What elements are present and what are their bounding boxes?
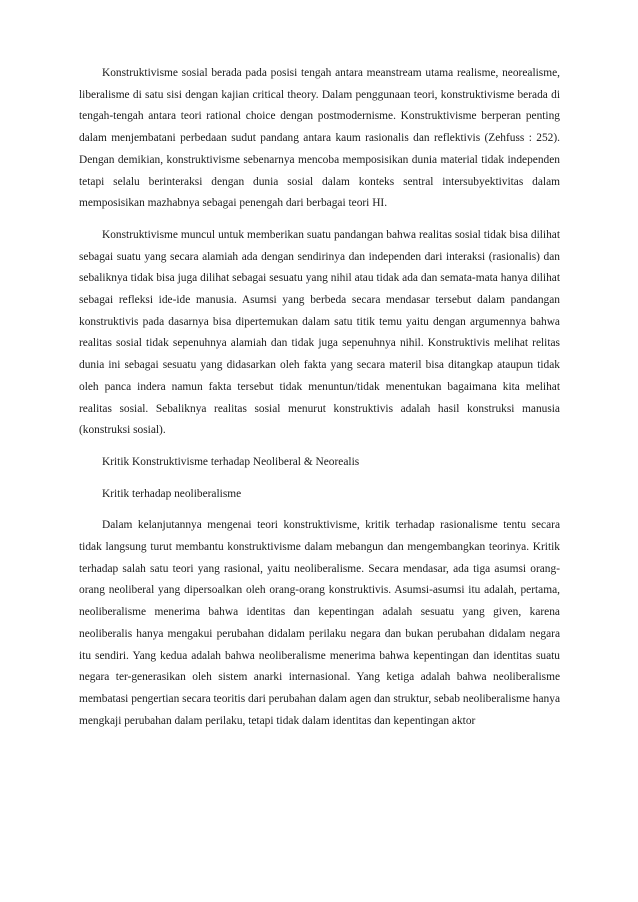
subsection-heading: Kritik terhadap neoliberalisme bbox=[102, 487, 242, 500]
body-paragraph-3: Dalam kelanjutannya mengenai teori konstruktivisme, kritik terhadap rasionalisme tentu secara tidak langsung turut membantu konstruktivisme dalam mebangun dan mengembangkan teorinya. Kritik terhadap salah satu teori yang rasional, yaitu neoliberalisme. Secara mendasar, ada tiga asumsi orang-orang neoliberal yang dipersoalkan oleh orang-orang konstruktivis. Asumsi-asumsi itu adalah, pertama, neoliberalisme menerima bahwa identitas dan kepentingan adalah sesuatu yang given, karena neoliberalis hanya mengakui perubahan didalam perilaku negara dan bukan perubahan didalam negara itu sendiri. Yang kedua adalah bahwa neoliberalisme menerima bahwa kepentingan dan identitas suatu negara ter-generasikan oleh sistem anarki internasional. Yang ketiga adalah bahwa neoliberalisme membatasi pengertian secara teoritis dari perubahan dalam agen dan struktur, sebab neoliberalisme hanya mengkaji perubahan dalam perilaku, tetapi tidak dalam identitas dan kepentingan aktor bbox=[79, 519, 560, 727]
body-paragraph-2: Konstruktivisme muncul untuk memberikan suatu pandangan bahwa realitas sosial tidak bisa dilihat sebagai suatu yang secara alamiah ada dengan sendirinya dan independen dari interaksi (rasionalis) dan sebaliknya tidak bisa juga dilihat sebagai sesuatu yang nihil atau tidak ada dan semata-mata hanya dilihat sebagai refleksi ide-ide manusia. Asumsi yang berbeda secara mendasar tersebut dalam pandangan konstruktivis pada dasarnya bisa dipertemukan dalam satu titik temu yaitu dengan argumennya bahwa realitas sosial tidak sepenuhnya alamiah dan tidak juga sepenuhnya nihil. Konstruktivis melihat relitas dunia ini sebagai sesuatu yang didasarkan oleh fakta yang secara materil bisa ditangkap ataupun tidak oleh panca indera namun fakta tersebut tidak menuntun/tidak menentukan bagaimana kita melihat realitas sosial. Sebaliknya realitas sosial menurut konstruktivis adalah hasil konstruksi manusia (konstruksi sosial). bbox=[79, 228, 560, 437]
section-heading: Kritik Konstruktivisme terhadap Neoliberal & Neorealis bbox=[102, 455, 360, 468]
document-page bbox=[79, 63, 560, 742]
body-paragraph-1: Konstruktivisme sosial berada pada posisi tengah antara meanstream utama realisme, neorealisme, liberalisme di satu sisi dengan kajian critical theory. Dalam penggunaan teori, konstruktivisme berada di tengah-tengah antara teori rational choice dengan postmodernisme. Konstruktivisme berperan penting dalam menjembatani perbedaan sudut pandang antara kaum rasionalis dan reflektivis (Zehfuss : 252). Dengan demikian, konstruktivisme sebenarnya mencoba memposisikan dunia material tidak independen tetapi selalu berinteraksi dengan dunia sosial dalam konteks sentral intersubyektivitas dalam memposisikan mazhabnya sebagai penengah dari berbagai teori HI. bbox=[79, 67, 560, 210]
